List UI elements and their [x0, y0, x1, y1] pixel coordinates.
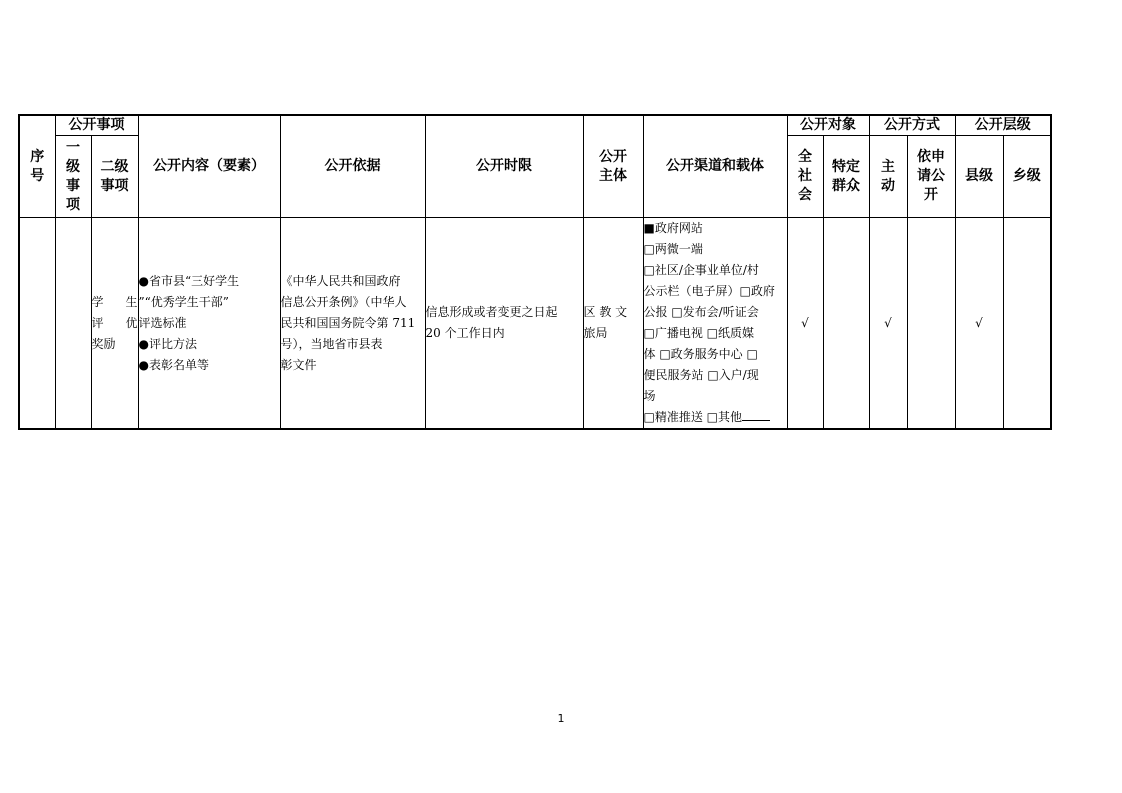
header-level-township: 乡级 — [1003, 136, 1051, 218]
header-matter-group: 公开事项 — [55, 115, 138, 136]
header-level1-label: 一级事项 — [66, 139, 80, 213]
header-audience-all-label: 全社会 — [798, 149, 812, 203]
channel-line: 体 □政务服务中心 □ — [643, 347, 758, 361]
cell-method-request — [907, 218, 955, 430]
cell-basis — [280, 218, 425, 430]
level2-line: 奖励 — [91, 336, 116, 351]
header-method-request — [907, 136, 955, 218]
cell-channel — [643, 218, 787, 430]
content-line: ●评比方法 — [138, 336, 197, 351]
header-audience-specific-label: 特定群众 — [832, 158, 860, 194]
time-limit-line: 20 个工作日内 — [425, 326, 505, 340]
content-line: 评选标准 — [138, 315, 187, 330]
time-limit-line: 信息形成或者变更之日起 — [425, 305, 558, 319]
content-line: ●省市县“三好学生 — [138, 273, 240, 288]
cell-seq — [19, 218, 55, 430]
channel-line: 公示栏（电子屏）□政府 — [643, 284, 775, 298]
subject-line: 旅局 — [583, 326, 608, 340]
content-line: ”“优秀学生干部” — [138, 294, 229, 309]
header-level2-label: 二级事项 — [100, 158, 129, 194]
cell-method-active: √ — [869, 218, 907, 430]
channel-line: ■政府网站 — [643, 221, 703, 235]
subject-line: 区 教 文 — [583, 305, 628, 319]
basis-line: 彰文件 — [280, 357, 317, 372]
header-seq-label: 序号 — [30, 148, 45, 184]
cell-time-limit — [425, 218, 583, 430]
cell-level2 — [91, 218, 138, 430]
header-audience-specific — [823, 136, 869, 218]
header-method-group: 公开方式 — [869, 115, 955, 136]
header-method-active — [869, 136, 907, 218]
header-method-request-label: 依申请公开 — [917, 149, 945, 203]
header-channel: 公开渠道和载体 — [643, 115, 787, 218]
header-audience-all — [787, 136, 823, 218]
cell-audience-all: √ — [787, 218, 823, 430]
table-row — [19, 218, 1051, 430]
header-audience-group: 公开对象 — [787, 115, 869, 136]
level2-line: 评 优 — [91, 315, 138, 330]
cell-level-county: √ — [955, 218, 1003, 430]
cell-audience-specific — [823, 218, 869, 430]
channel-line-last — [644, 407, 787, 428]
page-number: 1 — [557, 712, 565, 725]
header-basis: 公开依据 — [280, 115, 425, 218]
header-level-county: 县级 — [955, 136, 1003, 218]
channel-line: 公报 □发布会/听证会 — [643, 305, 759, 319]
header-method-active-label: 主动 — [881, 158, 895, 194]
header-level2 — [91, 136, 138, 218]
cell-subject — [583, 218, 643, 430]
other-blank-underline — [742, 408, 770, 421]
basis-line: 民共和国国务院令第 711 — [280, 315, 416, 330]
header-level1 — [55, 136, 91, 218]
content-line: ●表彰名单等 — [138, 357, 209, 372]
channel-line: 便民服务站 □入户/现 — [643, 368, 759, 382]
header-subject — [583, 115, 643, 218]
level2-line: 学 生 — [91, 294, 138, 309]
basis-line: 号），当地省市县表 — [280, 336, 383, 351]
header-time-limit: 公开时限 — [425, 115, 583, 218]
cell-content — [138, 218, 280, 430]
channel-line: □社区/企事业单位/村 — [643, 263, 759, 277]
cell-level1 — [55, 218, 91, 430]
channel-line: 场 — [643, 389, 656, 403]
channel-line: □两微一端 — [643, 242, 703, 256]
header-level-group: 公开层级 — [955, 115, 1051, 136]
basis-line: 《中华人民共和国政府 — [280, 273, 401, 288]
header-seq — [19, 115, 55, 218]
header-subject-label: 公开主体 — [599, 148, 627, 184]
disclosure-table — [18, 114, 1052, 430]
cell-level-township — [1003, 218, 1051, 430]
channel-line: □广播电视 □纸质媒 — [643, 326, 754, 340]
header-content: 公开内容（要素） — [138, 115, 280, 218]
basis-line: 信息公开条例》（中华人 — [280, 294, 407, 309]
channel-last-text: □精准推送 □其他 — [643, 410, 742, 424]
